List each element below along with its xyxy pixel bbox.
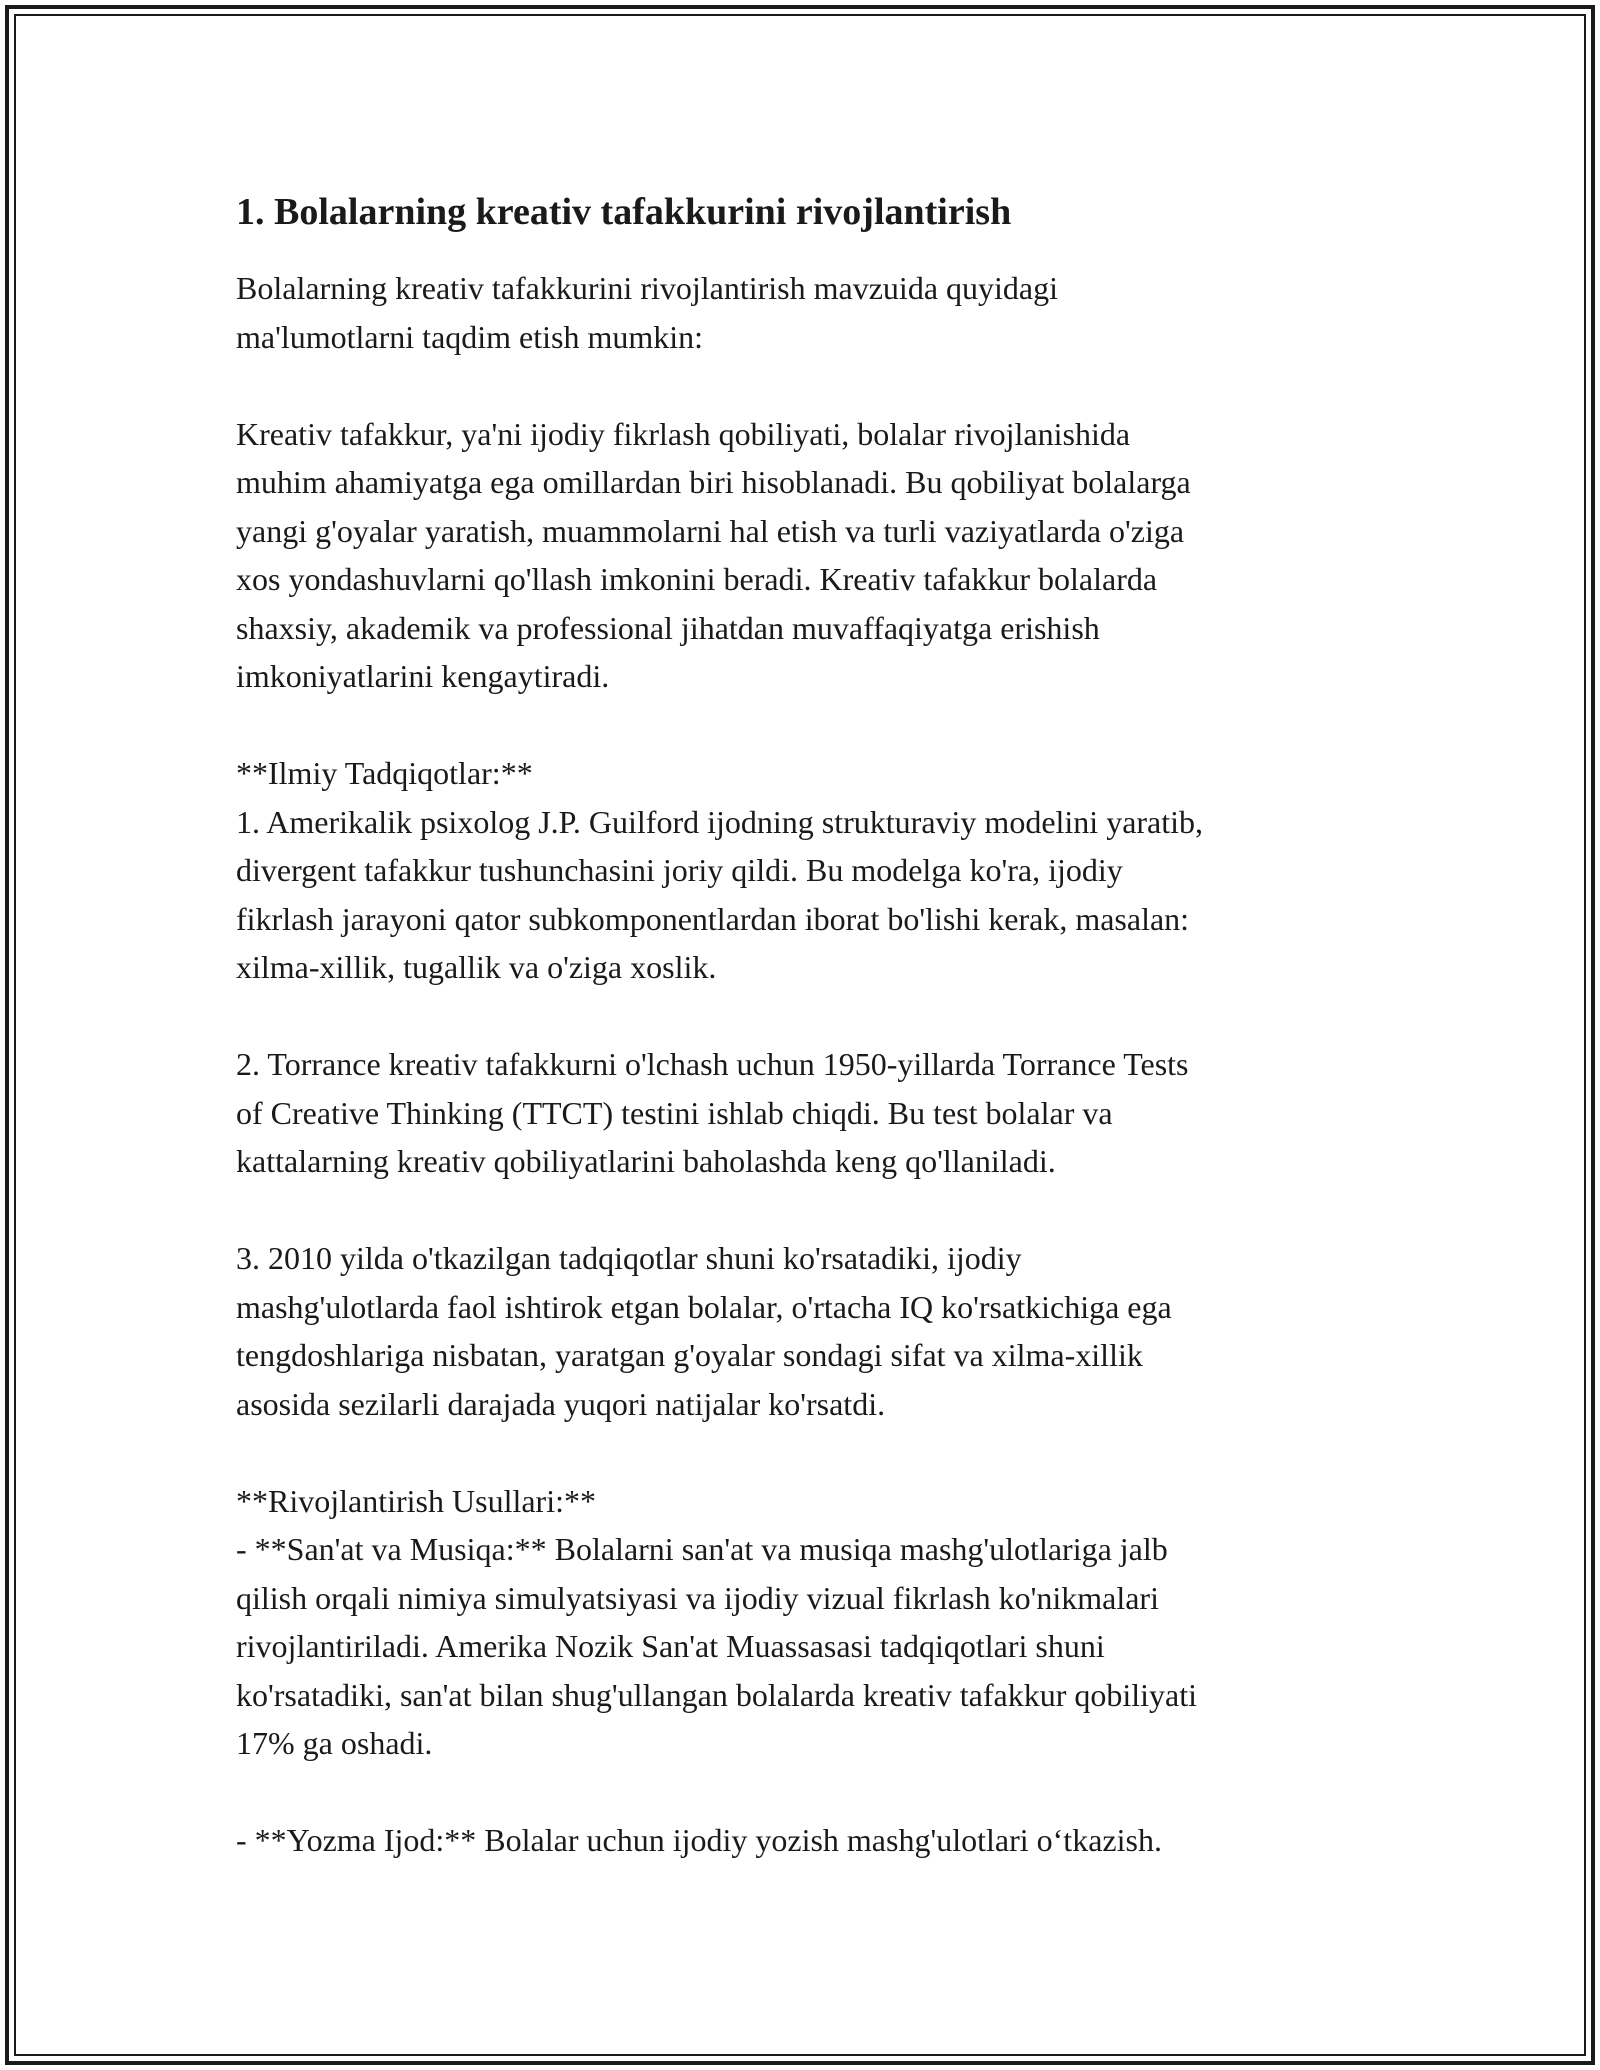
writing-item — [236, 1816, 1366, 1865]
text-line: ma'lumotlarni taqdim etish mumkin: — [236, 318, 704, 355]
text-line: kattalarning kreativ qobiliyatlarini baholashda keng qo'llaniladi. — [236, 1143, 1056, 1179]
intro-paragraph — [236, 264, 1366, 361]
text-line: yangi g'oyalar yaratish, muammolarni hal etish va turli vaziyatlarda o'ziga — [236, 512, 1185, 549]
research-item-3 — [236, 1234, 1366, 1428]
text-line: muhim ahamiyatga ega omillardan biri hisoblanadi. Bu qobiliyat bolalarga — [236, 464, 1191, 500]
text-line: xos yondashuvlarni qo'llash imkonini beradi. Kreativ tafakkur bolalarda — [236, 561, 1158, 597]
text-line: imkoniyatlarini kengaytiradi. — [236, 658, 610, 694]
text-line: Kreativ tafakkur, ya'ni ijodiy fikrlash qobiliyati, bolalar rivojlanishida — [236, 415, 1131, 452]
text-line: 3. 2010 yilda o'tkazilgan tadqiqotlar shuni ko'rsatadiki, ijodiy — [236, 1240, 1022, 1276]
text-line: - **San'at va Musiqa:** Bolalarni san'at va musiqa mashg'ulotlariga jalb — [236, 1531, 1168, 1567]
text-line: mashg'ulotlarda faol ishtirok etgan bolalar, o'rtacha IQ ko'rsatkichiga ega — [236, 1288, 1172, 1325]
text-line: fikrlash jarayoni qator subkomponentlardan iborat bo'lishi kerak, masalan: — [236, 900, 1190, 937]
text-line: - **Yozma Ijod:** Bolalar uchun ijodiy yozish mashg'ulotlari o‘tkazish. — [236, 1822, 1162, 1858]
text-line: xilma-xillik, tugallik va o'ziga xoslik. — [236, 949, 717, 985]
text-line: 1. Amerikalik psixolog J.P. Guilford ijodning strukturaviy modelini yaratib, — [236, 803, 1204, 840]
text-line: divergent tafakkur tushunchasini joriy qildi. Bu modelga ko'ra, ijodiy — [236, 852, 1123, 888]
document-title: 1. Bolalarning kreativ tafakkurini rivojlantirish — [236, 191, 1012, 233]
document-body — [236, 186, 1366, 1865]
text-line: shaxsiy, akademik va professional jihatdan muvaffaqiyatga erishish — [236, 609, 1100, 646]
text-line: Bolalarning kreativ tafakkurini rivojlantirish mavzuida quyidagi — [236, 270, 1058, 306]
text-line: tengdoshlariga nisbatan, yaratgan g'oyalar sondagi sifat va xilma-xillik — [236, 1337, 1143, 1373]
research-heading: **Ilmiy Tadqiqotlar:** — [236, 755, 533, 791]
text-line: 2. Torrance kreativ tafakkurni o'lchash uchun 1950-yillarda Torrance Tests — [236, 1046, 1189, 1082]
text-line: 17% ga oshadi. — [236, 1725, 433, 1761]
text-line: of Creative Thinking (TTCT) testini ishlab chiqdi. Bu test bolalar va — [236, 1094, 1113, 1131]
creative-thinking-paragraph — [236, 410, 1366, 701]
text-line: rivojlantiriladi. Amerika Nozik San'at Muassasasi tadqiqotlari shuni — [236, 1628, 1105, 1664]
methods-heading: **Rivojlantirish Usullari:** — [236, 1482, 596, 1519]
methods-section — [236, 1477, 1366, 1768]
research-section — [236, 749, 1366, 992]
text-line: ko'rsatadiki, san'at bilan shug'ullangan bolalarda kreativ tafakkur qobiliyati — [236, 1676, 1198, 1713]
research-item-2 — [236, 1040, 1366, 1186]
text-line: asosida sezilarli darajada yuqori natijalar ko'rsatdi. — [236, 1385, 886, 1422]
text-line: qilish orqali nimiya simulyatsiyasi va ijodiy vizual fikrlash ko'nikmalari — [236, 1579, 1159, 1616]
